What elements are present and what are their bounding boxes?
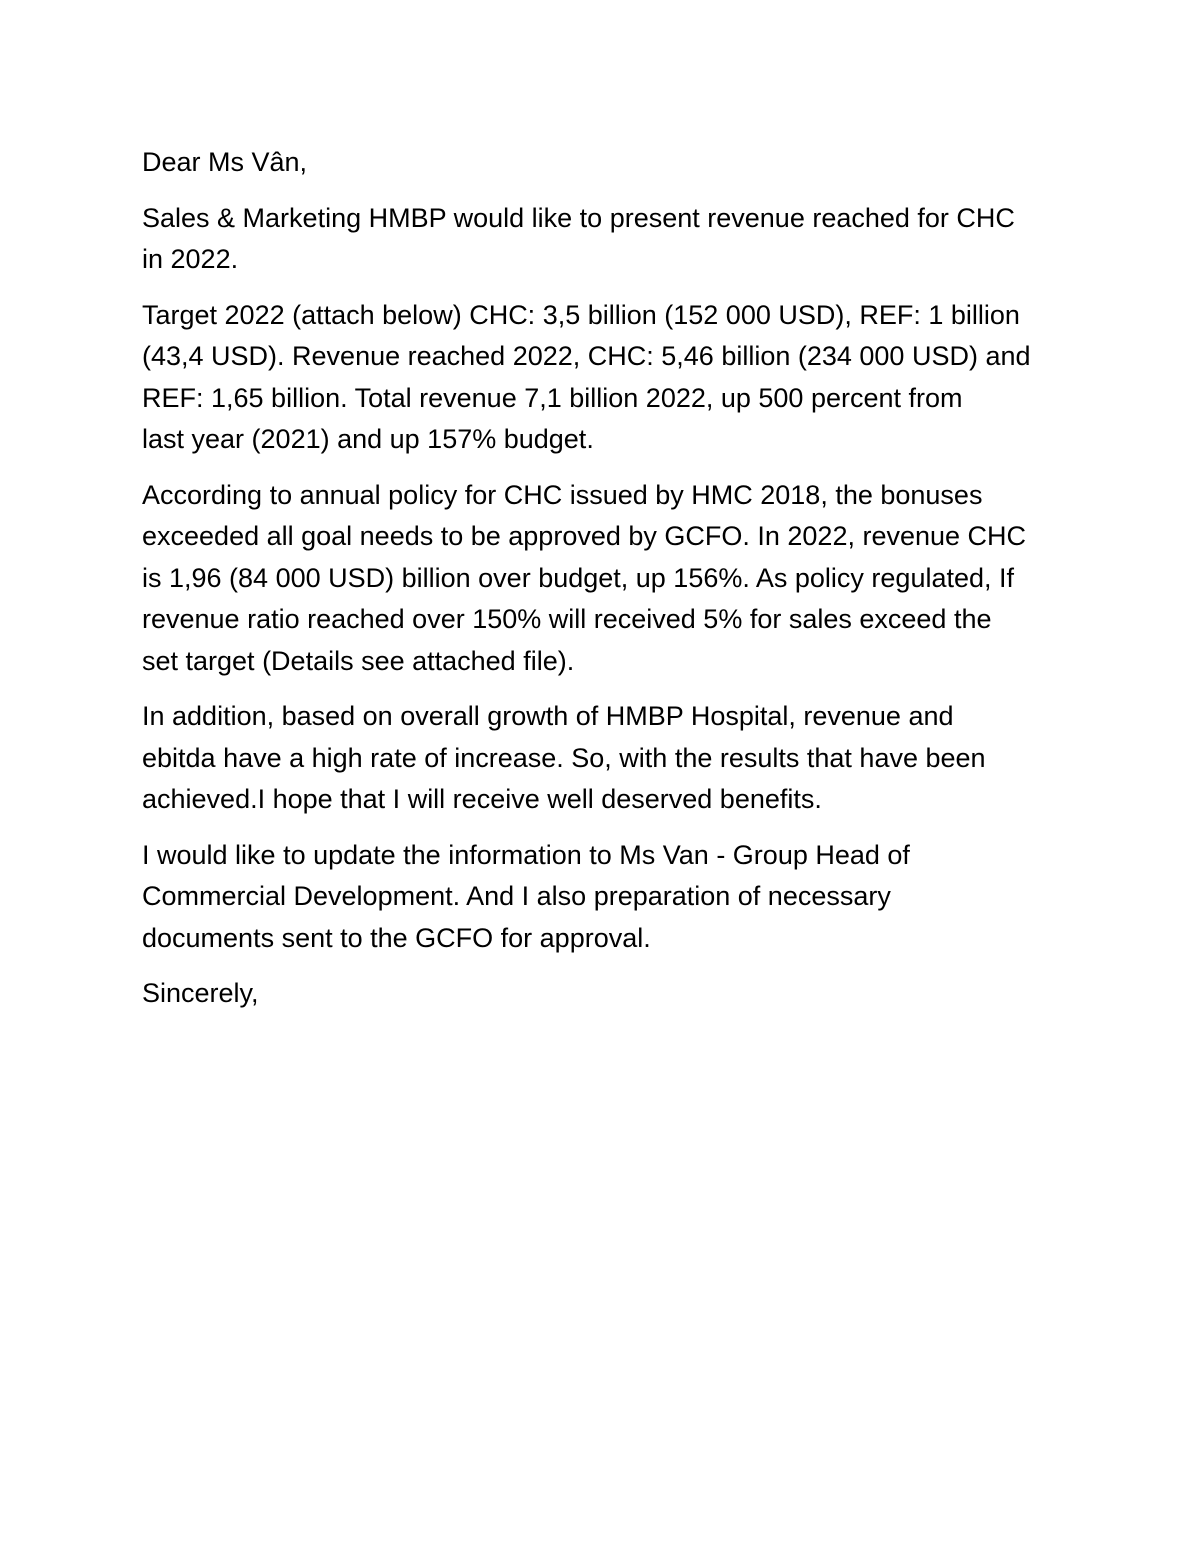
paragraph-targets: Target 2022 (attach below) CHC: 3,5 billion (152 000 USD), REF: 1 billion (43,4 USD). Revenue reached 2022, CHC: 5,46 billion (234 000 USD) and REF: 1,65 billion. Total revenue 7,1 billion 2022, up 500 percent from last year (2021) and up 157% budget. — [142, 299, 1031, 454]
salutation: Dear Ms Vân, — [142, 147, 308, 177]
paragraph-update: I would like to update the information to Ms Van - Group Head of Commercial Development. And I also preparation of necessary documents sent to the GCFO for approval. — [142, 839, 910, 953]
paragraph-growth: In addition, based on overall growth of HMBP Hospital, revenue and ebitda have a high rate of increase. So, with the results that have been achieved.I hope that I will receive well deserved benefits. — [142, 701, 986, 814]
letter-body — [142, 142, 1072, 1029]
paragraph-intro: Sales & Marketing HMBP would like to present revenue reached for CHC in 2022. — [142, 202, 1015, 274]
closing: Sincerely, — [142, 978, 259, 1008]
paragraph-policy: According to annual policy for CHC issued by HMC 2018, the bonuses exceeded all goal needs to be approved by GCFO. In 2022, revenue CHC is 1,96 (84 000 USD) billion over budget, up 156%. As policy regulated, If revenue ratio reached over 150% will received 5% for sales exceed the set target (Details see attached file). — [142, 479, 1027, 676]
